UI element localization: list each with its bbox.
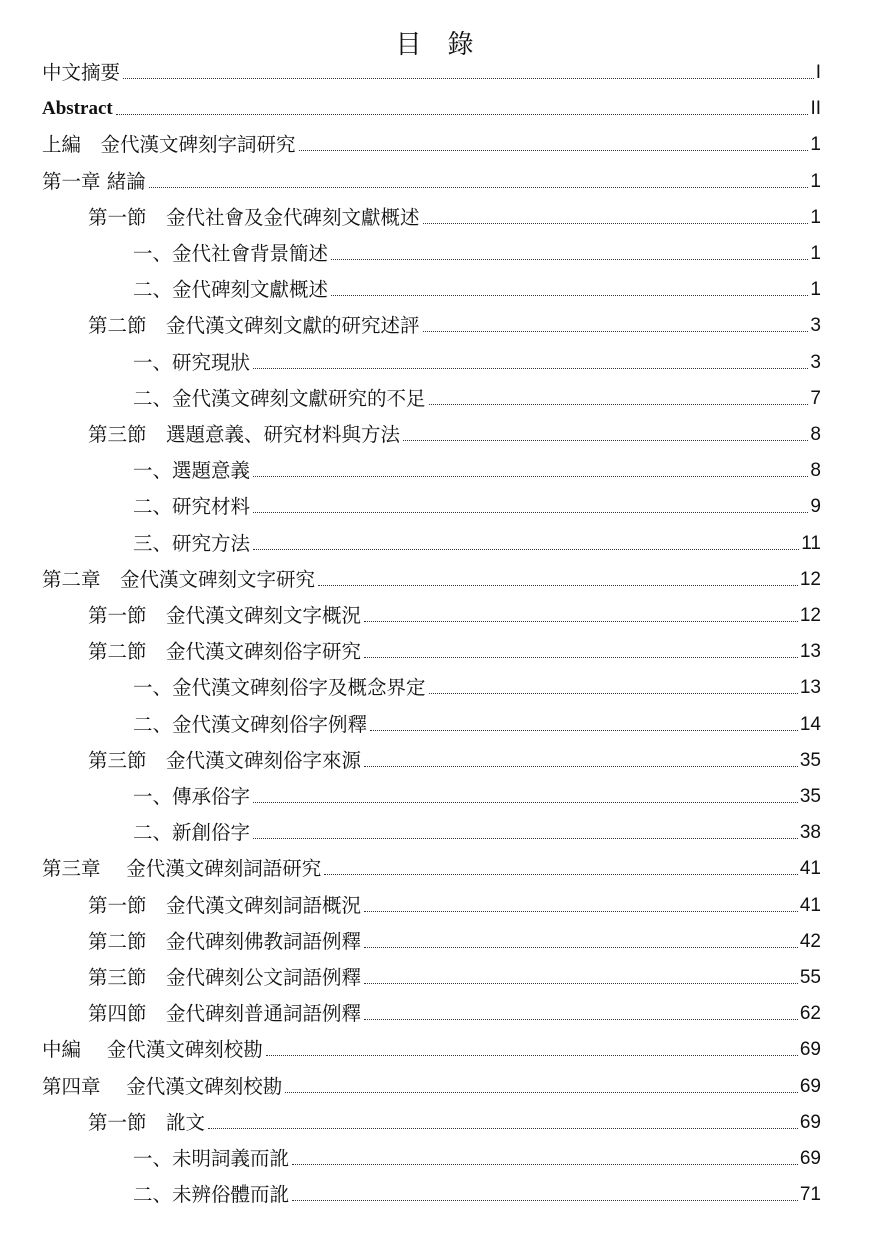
toc-entry-page-number: 62 [799, 1003, 821, 1025]
dot-leader [292, 1200, 798, 1201]
toc-entry[interactable] [133, 782, 821, 812]
toc-entry[interactable] [88, 637, 821, 667]
toc-entry-page-number: 12 [799, 605, 821, 626]
toc-entry-label: 第三節 選題意義、研究材料與方法 [88, 423, 401, 446]
toc-entry-label: 第一節 金代漢文碑刻文字概況 [88, 604, 362, 627]
toc-entry[interactable] [42, 167, 821, 197]
dot-leader [208, 1128, 798, 1129]
toc-entry-label: 第三節 金代漢文碑刻俗字來源 [88, 748, 362, 772]
dot-leader [285, 1092, 798, 1093]
toc-entry-label: 二、金代漢文碑刻俗字例釋 [133, 712, 368, 736]
toc-entry-label: 第一節 金代社會及金代碑刻文獻概述 [88, 205, 420, 229]
toc-entry-page-number: 13 [799, 677, 821, 699]
toc-entry-label: 中文摘要 [42, 61, 121, 84]
toc-entry-label: 第四節 金代碑刻普通詞語例釋 [88, 1002, 362, 1026]
toc-entry-page-number: 8 [810, 424, 821, 445]
page-title: 目 錄 [395, 30, 474, 60]
toc-entry[interactable] [42, 58, 821, 88]
toc-entry[interactable] [133, 384, 821, 414]
toc-entry[interactable] [133, 818, 821, 848]
toc-entry-page-number: 42 [799, 930, 821, 952]
toc-entry-page-number: 69 [799, 1075, 821, 1097]
toc-entry[interactable] [88, 999, 821, 1029]
toc-entry-label: 一、金代社會背景簡述 [133, 242, 329, 265]
toc-entry[interactable] [133, 492, 821, 522]
toc-entry[interactable] [42, 565, 821, 595]
dot-leader [331, 295, 808, 296]
toc-entry-page-number: 71 [799, 1184, 821, 1206]
dot-leader [370, 730, 798, 731]
toc-entry[interactable] [88, 1108, 821, 1138]
toc-entry-label: 第二節 金代碑刻佛教詞語例釋 [88, 929, 362, 953]
toc-entry-page-number: 55 [799, 967, 821, 988]
toc-entry-label: 第一章 緒論 [42, 169, 146, 193]
dot-leader [292, 1164, 798, 1165]
toc-entry-page-number: 8 [810, 460, 821, 482]
toc-entry-label: 第一節 訛文 [88, 1110, 206, 1134]
toc-entry-label: 一、金代漢文碑刻俗字及概念界定 [133, 676, 426, 700]
toc-entry-page-number: II [810, 98, 821, 120]
toc-entry-label: Abstract [42, 98, 113, 120]
toc-entry[interactable] [133, 673, 821, 703]
dot-leader [116, 114, 809, 115]
toc-entry-label: 一、未明詞義而訛 [133, 1147, 290, 1170]
toc-entry[interactable] [88, 746, 821, 776]
toc-entry[interactable] [42, 130, 821, 160]
toc-entry-page-number: 12 [799, 568, 821, 590]
toc-entry[interactable] [133, 710, 821, 740]
toc-entry-label: 第三節 金代碑刻公文詞語例釋 [88, 966, 362, 989]
dot-leader [364, 621, 798, 622]
toc-entry-label: 第三章 金代漢文碑刻詞語研究 [42, 857, 322, 881]
toc-entry[interactable] [133, 275, 821, 305]
toc-entry-page-number: 69 [799, 1039, 821, 1061]
toc-entry-label: 第二節 金代漢文碑刻俗字研究 [88, 640, 362, 664]
dot-leader [429, 404, 809, 405]
toc-entry-page-number: 1 [810, 170, 821, 192]
toc-entry[interactable] [133, 1180, 821, 1210]
toc-entry[interactable] [88, 311, 821, 341]
dot-leader [364, 657, 798, 658]
toc-entry[interactable] [88, 420, 821, 450]
dot-leader [364, 911, 798, 912]
toc-entry-page-number: 13 [799, 641, 821, 663]
toc-entry[interactable] [42, 1072, 821, 1102]
toc-entry-page-number: 1 [810, 206, 821, 228]
toc-entry-label: 一、選題意義 [133, 459, 251, 483]
dot-leader [429, 693, 798, 694]
toc-entry-page-number: 9 [810, 496, 821, 518]
toc-entry-label: 二、金代碑刻文獻概述 [133, 278, 329, 302]
toc-entry-label: 一、傳承俗字 [133, 785, 251, 808]
toc-entry-label: 二、未辨俗體而訛 [133, 1183, 290, 1207]
toc-entry-page-number: 11 [801, 532, 821, 554]
toc-entry-page-number: 1 [810, 243, 821, 264]
toc-entry-page-number: 41 [799, 858, 821, 880]
dot-leader [423, 223, 809, 224]
toc-entry-page-number: 69 [799, 1148, 821, 1169]
toc-entry-page-number: 3 [810, 351, 821, 373]
toc-entry[interactable] [133, 348, 821, 378]
dot-leader [403, 440, 808, 441]
dot-leader [364, 947, 798, 948]
toc-entry-label: 第一節 金代漢文碑刻詞語概況 [88, 893, 362, 917]
toc-entry[interactable] [88, 963, 821, 993]
dot-leader [253, 838, 798, 839]
toc-entry[interactable] [88, 927, 821, 957]
dot-leader [364, 1019, 798, 1020]
toc-entry-page-number: 1 [810, 134, 821, 156]
toc-entry-page-number: 3 [810, 315, 821, 337]
dot-leader [364, 766, 798, 767]
toc-entry-label: 第二節 金代漢文碑刻文獻的研究述評 [88, 314, 420, 338]
toc-entry-label: 第四章 金代漢文碑刻校勘 [42, 1074, 283, 1098]
toc-entry-page-number: I [815, 62, 821, 83]
dot-leader [318, 585, 798, 586]
dot-leader [253, 368, 808, 369]
toc-entry[interactable] [133, 456, 821, 486]
toc-entry[interactable] [42, 1035, 821, 1065]
toc-entry[interactable] [42, 94, 821, 124]
toc-entry-label: 一、研究現狀 [133, 350, 251, 374]
toc-entry-label: 三、研究方法 [133, 531, 251, 555]
dot-leader [253, 476, 808, 477]
toc-entry[interactable] [133, 1144, 821, 1174]
toc-entry[interactable] [133, 239, 821, 269]
toc-entry[interactable] [42, 854, 821, 884]
toc-entry-page-number: 14 [799, 713, 821, 735]
dot-leader [253, 512, 808, 513]
dot-leader [364, 983, 798, 984]
dot-leader [423, 331, 809, 332]
dot-leader [149, 187, 809, 188]
toc-entry[interactable] [88, 601, 821, 631]
toc-entry-label: 二、新創俗字 [133, 821, 251, 845]
toc-entry-label: 二、研究材料 [133, 495, 251, 519]
dot-leader [253, 549, 799, 550]
toc-entry-page-number: 1 [810, 279, 821, 301]
toc-entry-page-number: 35 [799, 786, 821, 807]
toc-entry-page-number: 69 [799, 1111, 821, 1133]
toc-entry[interactable] [88, 891, 821, 921]
toc-entry[interactable] [88, 203, 821, 233]
dot-leader [253, 802, 798, 803]
toc-entry-page-number: 38 [799, 822, 821, 844]
toc-entry-label: 第二章 金代漢文碑刻文字研究 [42, 567, 316, 591]
toc-entry-label: 二、金代漢文碑刻文獻研究的不足 [133, 386, 426, 410]
dot-leader [331, 259, 808, 260]
dot-leader [299, 150, 809, 151]
dot-leader [123, 78, 814, 79]
dot-leader [324, 874, 798, 875]
toc-entry-page-number: 35 [799, 749, 821, 771]
toc-entry-label: 上編 金代漢文碑刻字詞研究 [42, 133, 296, 157]
dot-leader [266, 1055, 798, 1056]
toc-entry-page-number: 7 [810, 387, 821, 409]
toc-entry-label: 中編 金代漢文碑刻校勘 [42, 1038, 263, 1062]
toc-entry-page-number: 41 [799, 894, 821, 916]
toc-entry[interactable] [133, 529, 821, 559]
